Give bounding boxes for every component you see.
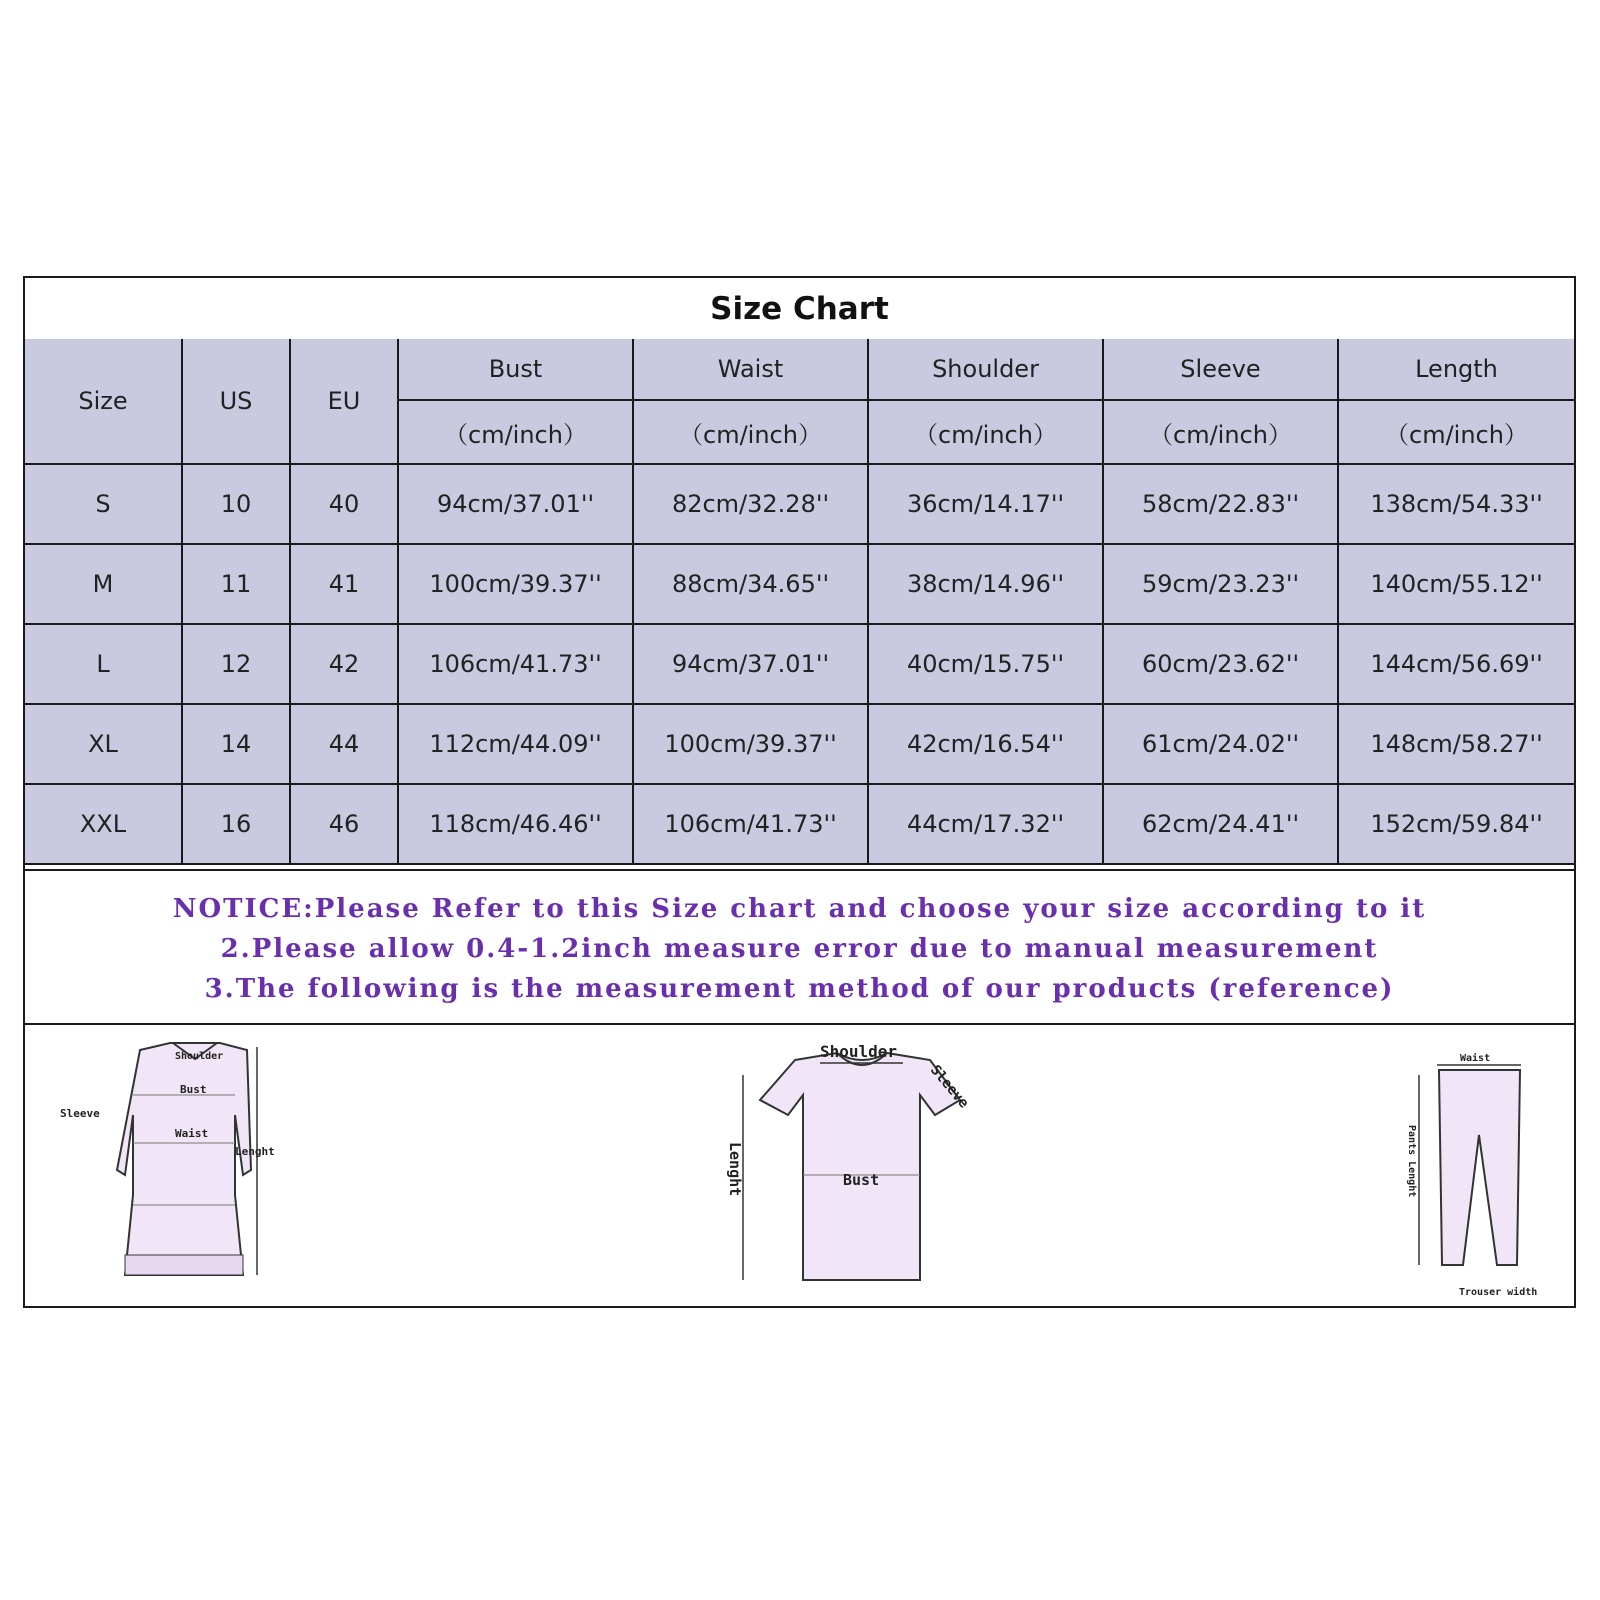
- tshirt-length-label: Lenght: [726, 1142, 744, 1197]
- table-row: [25, 624, 1574, 704]
- notice-line-3: 3.The following is the measurement method of our products (reference): [204, 974, 1395, 1004]
- table-row: [25, 784, 1574, 864]
- header-size: Size: [25, 339, 182, 464]
- cell-shoulder: 38cm/14.96'': [868, 544, 1103, 624]
- cell-us: 16: [182, 784, 290, 864]
- cell-bust: 106cm/41.73'': [398, 624, 633, 704]
- dress-waist-label: Waist: [175, 1127, 209, 1140]
- cell-size: S: [25, 464, 182, 544]
- dress-length-label: Lenght: [235, 1145, 275, 1158]
- cell-us: 11: [182, 544, 290, 624]
- pants-waist-label: Waist: [1460, 1053, 1491, 1064]
- dress-shoulder-label: Shoulder: [175, 1051, 224, 1062]
- cell-waist: 88cm/34.65'': [633, 544, 868, 624]
- notice-section: [25, 869, 1574, 1025]
- cell-us: 10: [182, 464, 290, 544]
- dress-figure: [60, 1043, 275, 1275]
- cell-eu: 42: [290, 624, 398, 704]
- cell-waist: 94cm/37.01'': [633, 624, 868, 704]
- cell-size: L: [25, 624, 182, 704]
- tshirt-shoulder-label: Shoulder: [820, 1042, 898, 1061]
- header-waist: Waist: [633, 339, 868, 400]
- tshirt-sleeve-label: Sleeve: [926, 1062, 972, 1112]
- cell-length: 138cm/54.33'': [1338, 464, 1574, 544]
- table-row: [25, 464, 1574, 544]
- header-unit: （cm/inch）: [633, 400, 868, 464]
- cell-shoulder: 44cm/17.32'': [868, 784, 1103, 864]
- cell-bust: 94cm/37.01'': [398, 464, 633, 544]
- tshirt-figure: [726, 1042, 972, 1280]
- header-unit: （cm/inch）: [398, 400, 633, 464]
- cell-eu: 41: [290, 544, 398, 624]
- notice-line-2: 2.Please allow 0.4-1.2inch measure error due to manual measurement: [220, 934, 1379, 964]
- dress-bust-label: Bust: [180, 1083, 207, 1096]
- cell-waist: 106cm/41.73'': [633, 784, 868, 864]
- cell-eu: 44: [290, 704, 398, 784]
- size-chart: [23, 276, 1576, 1308]
- header-unit: （cm/inch）: [1103, 400, 1338, 464]
- cell-shoulder: 40cm/15.75'': [868, 624, 1103, 704]
- header-eu: EU: [290, 339, 398, 464]
- cell-length: 140cm/55.12'': [1338, 544, 1574, 624]
- cell-eu: 46: [290, 784, 398, 864]
- cell-sleeve: 59cm/23.23'': [1103, 544, 1338, 624]
- size-table: [25, 339, 1574, 865]
- cell-us: 12: [182, 624, 290, 704]
- cell-shoulder: 42cm/16.54'': [868, 704, 1103, 784]
- table-row: [25, 544, 1574, 624]
- dress-sleeve-label: Sleeve: [60, 1107, 100, 1120]
- cell-sleeve: 60cm/23.62'': [1103, 624, 1338, 704]
- cell-bust: 118cm/46.46'': [398, 784, 633, 864]
- header-length: Length: [1338, 339, 1574, 400]
- cell-length: 148cm/58.27'': [1338, 704, 1574, 784]
- header-shoulder: Shoulder: [868, 339, 1103, 400]
- cell-size: XXL: [25, 784, 182, 864]
- measurement-figures: [25, 1025, 1574, 1306]
- figures-svg: [25, 1025, 1574, 1306]
- header-unit: （cm/inch）: [868, 400, 1103, 464]
- cell-sleeve: 61cm/24.02'': [1103, 704, 1338, 784]
- pants-width-label: Trouser width: [1459, 1287, 1538, 1298]
- tshirt-icon: [760, 1053, 960, 1280]
- dress-icon: [117, 1043, 251, 1275]
- header-unit: （cm/inch）: [1338, 400, 1574, 464]
- cell-size: XL: [25, 704, 182, 784]
- cell-length: 152cm/59.84'': [1338, 784, 1574, 864]
- cell-us: 14: [182, 704, 290, 784]
- notice-line-1: NOTICE:Please Refer to this Size chart and choose your size according to it: [172, 894, 1427, 924]
- cell-waist: 82cm/32.28'': [633, 464, 868, 544]
- cell-bust: 100cm/39.37'': [398, 544, 633, 624]
- pants-length-label: Pants Lenght: [1406, 1125, 1417, 1198]
- cell-sleeve: 58cm/22.83'': [1103, 464, 1338, 544]
- pants-figure: [1406, 1052, 1537, 1298]
- cell-bust: 112cm/44.09'': [398, 704, 633, 784]
- cell-waist: 100cm/39.37'': [633, 704, 868, 784]
- chart-title: Size Chart: [25, 278, 1574, 341]
- cell-shoulder: 36cm/14.17'': [868, 464, 1103, 544]
- cell-sleeve: 62cm/24.41'': [1103, 784, 1338, 864]
- header-sleeve: Sleeve: [1103, 339, 1338, 400]
- header-us: US: [182, 339, 290, 464]
- table-row: [25, 704, 1574, 784]
- tshirt-bust-label: Bust: [843, 1171, 880, 1189]
- pants-icon: [1439, 1070, 1520, 1265]
- cell-length: 144cm/56.69'': [1338, 624, 1574, 704]
- cell-size: M: [25, 544, 182, 624]
- header-bust: Bust: [398, 339, 633, 400]
- cell-eu: 40: [290, 464, 398, 544]
